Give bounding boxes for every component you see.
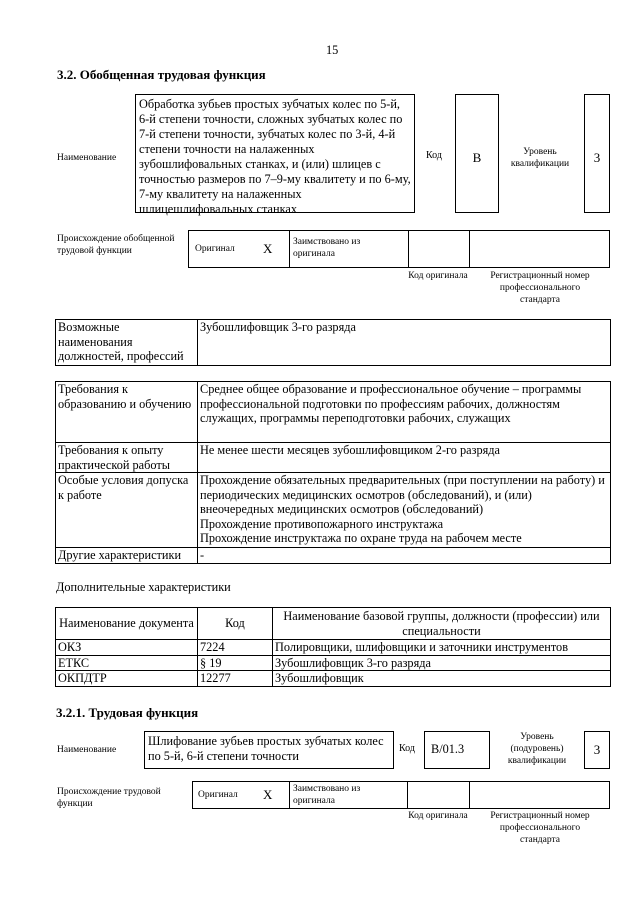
header-name: Наименование базовой группы, должности (профессии) или специальности bbox=[273, 608, 611, 640]
level-label: Уровень (подуровень) квалификации bbox=[507, 732, 567, 766]
special-conditions-cell bbox=[198, 473, 611, 548]
table-cell: § 19 bbox=[198, 655, 273, 671]
subsection-heading: 3.2.1. Трудовая функция bbox=[56, 705, 199, 720]
table-cell: ОКПДТР bbox=[56, 671, 198, 687]
education-label: Требования к образованию и обучению bbox=[56, 382, 198, 443]
level-label: Уровень квалификации bbox=[510, 147, 570, 169]
other-value: - bbox=[198, 548, 611, 564]
header-code: Код bbox=[198, 608, 273, 640]
reg-number-caption: Регистрационный номер профессионального стандарта bbox=[490, 271, 590, 305]
name-label: Наименование bbox=[57, 745, 117, 755]
special-conditions-value: Прохождение обязательных предварительных (при поступлении на работу) и периодических медицинских осмотров (обследований), и (или) внеочередных медицинских осмотров (обследований) bbox=[200, 473, 605, 516]
name-label: Наименование bbox=[57, 153, 117, 163]
code-value: B/01.3 bbox=[424, 731, 490, 769]
code-value: B bbox=[455, 94, 499, 213]
level-value: 3 bbox=[584, 731, 610, 769]
table-cell: ОКЗ bbox=[56, 640, 198, 656]
origin-code-caption: Код оригинала bbox=[408, 271, 468, 281]
table-cell: Полировщики, шлифовщики и заточники инструментов bbox=[273, 640, 611, 656]
additional-title: Дополнительные характеристики bbox=[56, 580, 231, 594]
reg-number-caption: Регистрационный номер профессионального стандарта bbox=[490, 811, 590, 845]
origin-label: Происхождение обобщенной трудовой функции bbox=[57, 234, 175, 256]
function-name-box: Шлифование зубьев простых зубчатых колес по 5-й, 6-й степени точности bbox=[144, 731, 394, 769]
additional-table bbox=[55, 607, 611, 687]
table-cell: 12277 bbox=[198, 671, 273, 687]
level-value: 3 bbox=[584, 94, 610, 213]
special-conditions-value-3: Прохождение инструктажа по охране труда на рабочем месте bbox=[200, 531, 522, 545]
positions-value: Зубошлифовщик 3-го разряда bbox=[198, 320, 611, 366]
page-number: 15 bbox=[326, 43, 339, 57]
code-label: Код bbox=[399, 743, 415, 754]
original-label: Оригинал bbox=[195, 244, 235, 254]
positions-label: Возможные наименования должностей, профессий bbox=[56, 320, 198, 366]
table-cell: Зубошлифовщик 3-го разряда bbox=[273, 655, 611, 671]
section-heading: 3.2. Обобщенная трудовая функция bbox=[57, 67, 266, 82]
education-value: Среднее общее образование и профессиональное обучение – программы профессиональной подготовки по профессиям рабочих, должностям служащих, программы переподготовки рабочих, служащих bbox=[198, 382, 611, 443]
original-mark: X bbox=[263, 787, 273, 802]
experience-value: Не менее шести месяцев зубошлифовщиком 2-го разряда bbox=[198, 443, 611, 473]
origin-label: Происхождение трудовой функции bbox=[57, 787, 161, 809]
table-cell: ЕТКС bbox=[56, 655, 198, 671]
table-cell: 7224 bbox=[198, 640, 273, 656]
special-conditions-value-2: Прохождение противопожарного инструктажа bbox=[200, 516, 444, 531]
original-mark: X bbox=[263, 241, 273, 256]
original-label: Оригинал bbox=[198, 790, 238, 800]
function-name-box: Обработка зубьев простых зубчатых колес по 5-й, 6-й степени точности, сложных зубчатых колес по 7-й степени точности, зубчатых колес по 3-й, 4-й степени точности на налаженных зубошлифовальных станках, и (или) шлицев с точностью размеров по 7–9-му квалитету и по 6-му, 7-му квалитету на налаженных шлицешлифовальных станках bbox=[135, 94, 415, 213]
experience-label: Требования к опыту практической работы bbox=[56, 443, 198, 473]
other-label: Другие характеристики bbox=[56, 548, 198, 564]
origin-code-caption: Код оригинала bbox=[408, 811, 468, 821]
code-label: Код bbox=[426, 150, 442, 161]
positions-table bbox=[55, 319, 611, 366]
header-document: Наименование документа bbox=[56, 608, 198, 640]
borrowed-label: Заимствовано из оригинала bbox=[293, 784, 361, 806]
table-cell: Зубошлифовщик bbox=[273, 671, 611, 687]
borrowed-label: Заимствовано из оригинала bbox=[293, 237, 361, 259]
requirements-table bbox=[55, 381, 611, 564]
special-conditions-label: Особые условия допуска к работе bbox=[56, 473, 198, 548]
